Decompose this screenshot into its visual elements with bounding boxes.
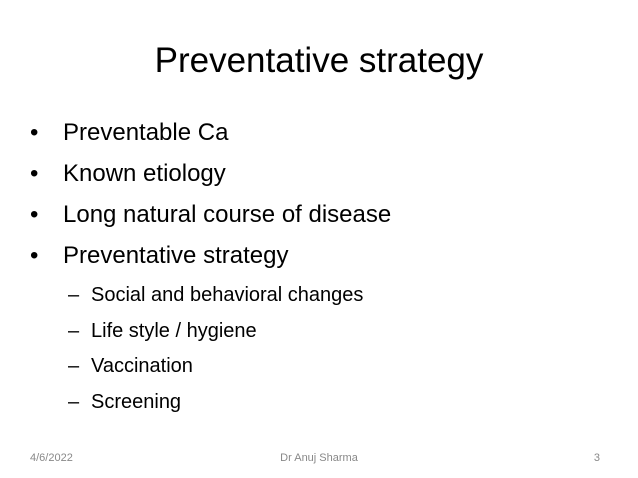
bullet-marker: • xyxy=(30,201,39,228)
sub-bullet-item xyxy=(68,318,608,354)
sub-bullet-item xyxy=(68,389,608,425)
sub-bullet-text: Life style / hygiene xyxy=(91,319,257,342)
bullet-item xyxy=(30,159,610,200)
slide-title: Preventative strategy xyxy=(154,41,484,80)
footer-date: 4/6/2022 xyxy=(30,452,73,464)
bullet-marker: • xyxy=(30,119,39,146)
footer-page-number: 3 xyxy=(593,452,600,464)
sub-bullet-marker: – xyxy=(68,284,80,306)
bullet-marker: • xyxy=(30,160,39,187)
bullet-text: Known etiology xyxy=(63,160,226,187)
sub-bullet-list xyxy=(68,282,608,424)
sub-bullet-text: Screening xyxy=(91,390,182,413)
sub-bullet-item xyxy=(68,282,608,318)
sub-bullet-marker: – xyxy=(68,355,80,377)
bullet-item xyxy=(30,200,610,241)
sub-bullet-marker: – xyxy=(68,390,80,413)
sub-bullet-marker: – xyxy=(68,319,80,342)
bullet-list xyxy=(30,118,610,282)
bullet-marker: • xyxy=(30,242,39,269)
sub-bullet-text: Social and behavioral changes xyxy=(91,284,364,306)
bullet-text: Preventative strategy xyxy=(63,242,289,269)
sub-bullet-item xyxy=(68,353,608,389)
bullet-item xyxy=(30,241,610,282)
sub-bullet-text: Vaccination xyxy=(91,355,193,377)
bullet-text: Preventable Ca xyxy=(63,119,229,146)
footer-author: Dr Anuj Sharma xyxy=(280,452,358,464)
bullet-item xyxy=(30,118,610,159)
bullet-text: Long natural course of disease xyxy=(63,201,392,228)
